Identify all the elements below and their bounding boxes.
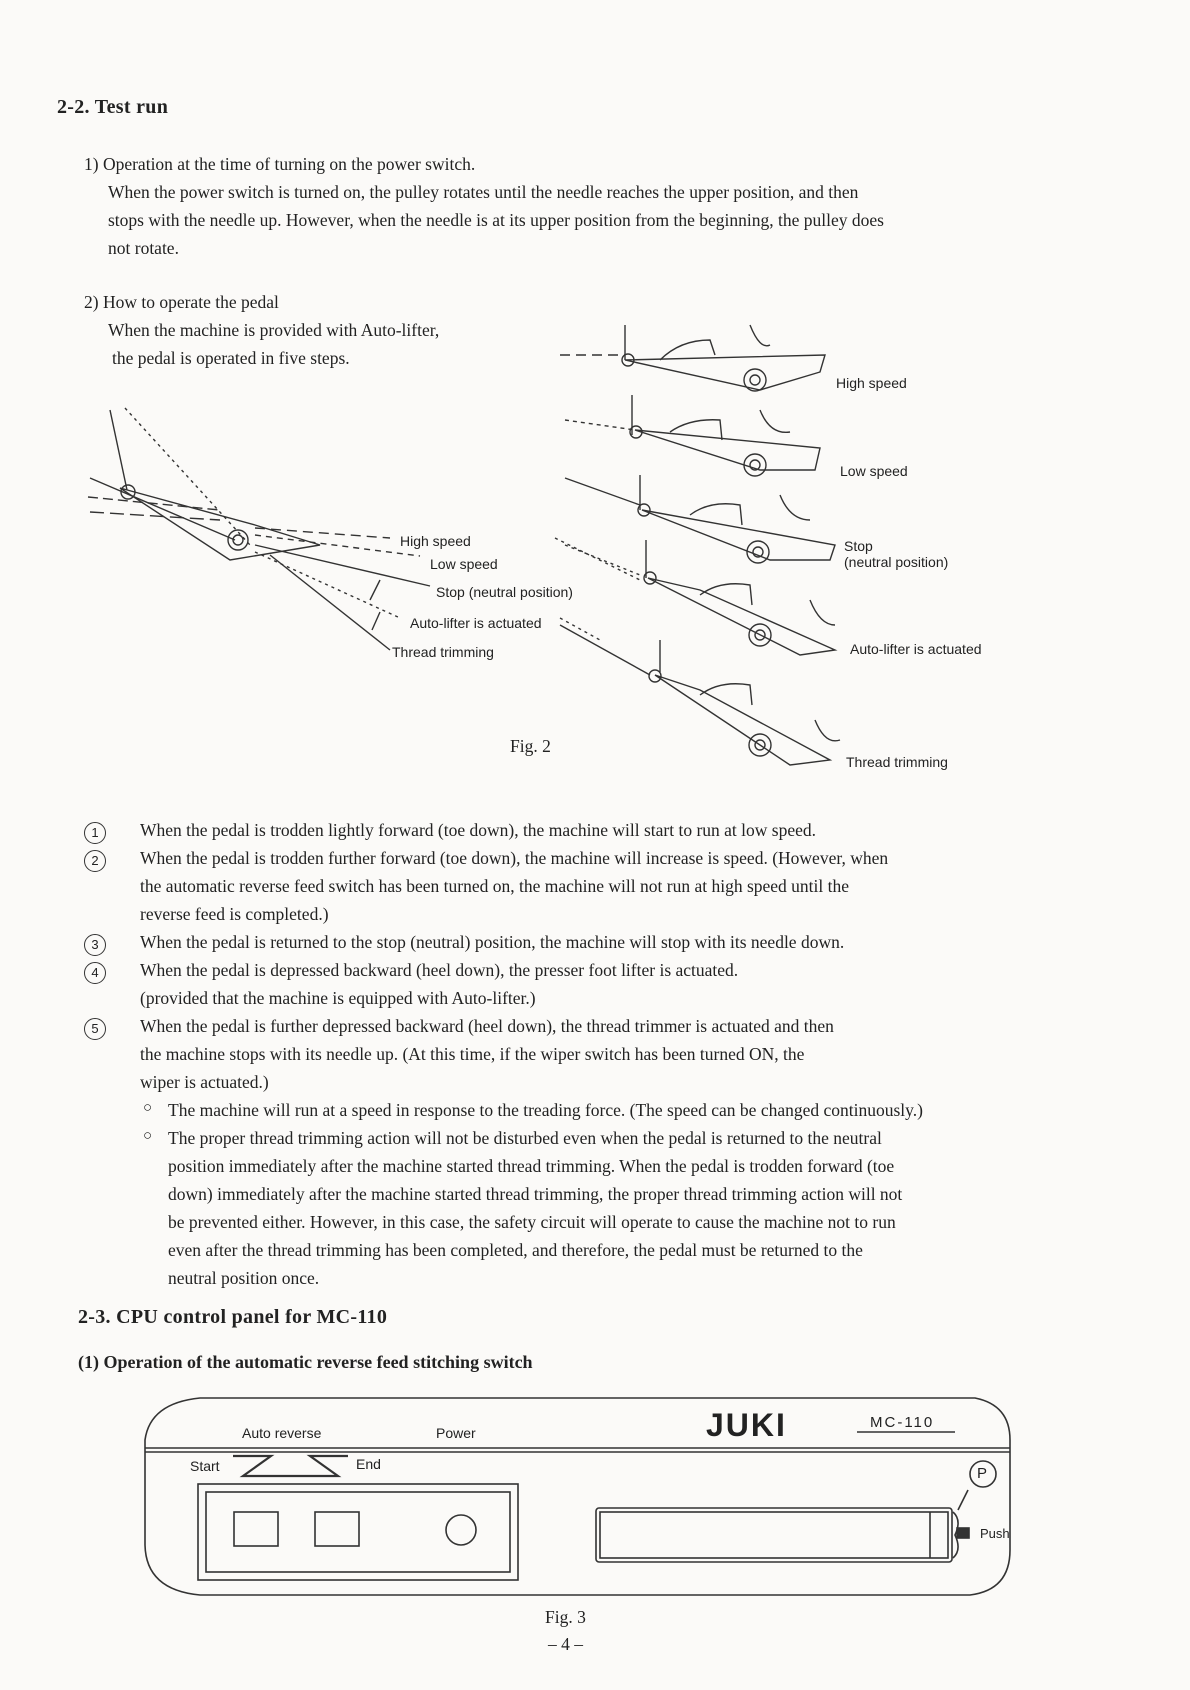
section-heading-test-run: 2-2. Test run	[57, 96, 169, 118]
step-1-line-1: When the pedal is trodden lightly forward (toe down), the machine will start to run at low speed.	[140, 820, 816, 840]
note-2-line-6: neutral position once.	[168, 1268, 320, 1288]
step-number-2: 2	[84, 850, 106, 872]
model-label: MC-110	[870, 1414, 935, 1431]
label-start: Start	[190, 1458, 220, 1474]
step-2-line-2: the automatic reverse feed switch has been turned on, the machine will not run at high speed until the	[140, 876, 850, 896]
right-label-stop: Stop	[844, 538, 873, 554]
right-label-neutral-position: (neutral position)	[844, 554, 949, 570]
subheading-auto-reverse: (1) Operation of the automatic reverse feed stitching switch	[78, 1352, 533, 1372]
item2-title: 2) How to operate the pedal	[84, 292, 279, 312]
step-2-line-1: When the pedal is trodden further forward (toe down), the machine will increase is speed. (However, when	[140, 848, 889, 868]
item1-line2: stops with the needle up. However, when the needle is at its upper position from the beginning, the pulley does	[108, 210, 884, 230]
left-label-low-speed: Low speed	[430, 556, 498, 572]
figure-3-caption: Fig. 3	[545, 1607, 586, 1627]
push-label: Push	[980, 1526, 1010, 1541]
step-number-4: 4	[84, 962, 106, 984]
note-2-line-5: even after the thread trimming has been completed, and therefore, the pedal must be returned to the	[168, 1240, 863, 1260]
step-number-1: 1	[84, 822, 106, 844]
step-3-line-1: When the pedal is returned to the stop (neutral) position, the machine will stop with its needle down.	[140, 932, 845, 952]
left-label-high-speed: High speed	[400, 533, 471, 549]
item1-title: 1) Operation at the time of turning on the power switch.	[84, 154, 476, 174]
note-1: The machine will run at a speed in response to the treading force. (The speed can be changed continuously.)	[168, 1100, 923, 1120]
note-2-bullet: ○	[143, 1128, 153, 1144]
page-number: – 4 –	[548, 1634, 583, 1654]
right-label-low-speed: Low speed	[840, 463, 908, 479]
label-power: Power	[436, 1425, 476, 1441]
juki-logo: JUKI	[706, 1407, 787, 1443]
right-label-high-speed: High speed	[836, 375, 907, 391]
left-label-stop: Stop (neutral position)	[436, 584, 573, 600]
note-2-line-3: down) immediately after the machine started thread trimming, the proper thread trimming action will not	[168, 1184, 903, 1204]
label-auto-reverse: Auto reverse	[242, 1425, 322, 1441]
note-2-line-4: be prevented either. However, in this case, the safety circuit will operate to cause the machine not to run	[168, 1212, 896, 1232]
label-end: End	[356, 1456, 381, 1472]
step-5-line-3: wiper is actuated.)	[140, 1072, 269, 1092]
step-4-line-1: When the pedal is depressed backward (heel down), the presser foot lifter is actuated.	[140, 960, 739, 980]
right-label-thread-trimming: Thread trimming	[846, 754, 948, 770]
p-button-label: P	[977, 1465, 988, 1482]
figure-2-caption: Fig. 2	[510, 736, 551, 756]
step-2-line-3: reverse feed is completed.)	[140, 904, 329, 924]
step-number-3: 3	[84, 934, 106, 956]
section-heading-cpu: 2-3. CPU control panel for MC-110	[78, 1306, 388, 1328]
note-2-line-2: position immediately after the machine started thread trimming. When the pedal is trodden forward (toe	[168, 1156, 895, 1176]
left-label-auto-lifter: Auto-lifter is actuated	[410, 615, 542, 631]
step-5-line-1: When the pedal is further depressed backward (heel down), the thread trimmer is actuated and then	[140, 1016, 834, 1036]
step-4-line-2: (provided that the machine is equipped with Auto-lifter.)	[140, 988, 536, 1008]
note-1-bullet: ○	[143, 1100, 153, 1116]
item2-line1: When the machine is provided with Auto-lifter,	[108, 320, 440, 340]
step-5-line-2: the machine stops with its needle up. (At this time, if the wiper switch has been turned ON, the	[140, 1044, 805, 1064]
item1-line1: When the power switch is turned on, the pulley rotates until the needle reaches the upper position, and then	[108, 182, 859, 202]
item1-line3: not rotate.	[108, 238, 179, 258]
item2-line2: the pedal is operated in five steps.	[112, 348, 350, 368]
left-label-thread-trimming: Thread trimming	[392, 644, 494, 660]
right-label-auto-lifter: Auto-lifter is actuated	[850, 641, 982, 657]
note-2-line-1: The proper thread trimming action will not be disturbed even when the pedal is returned to the neutral	[168, 1128, 882, 1148]
step-number-5: 5	[84, 1018, 106, 1040]
